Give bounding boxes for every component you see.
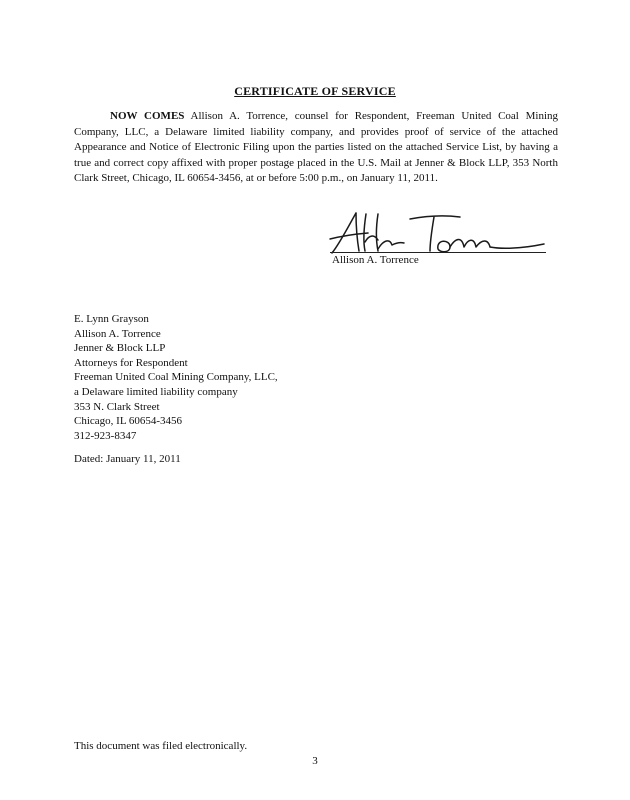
dated-line: Dated: January 11, 2011 [74,453,181,465]
address-line: Jenner & Block LLP [74,342,166,355]
signature-line [330,252,546,253]
page-number: 3 [312,755,318,767]
address-line: a Delaware limited liability company [74,385,238,398]
filed-electronically-note: This document was filed electronically. [74,740,248,752]
document-title: CERTIFICATE OF SERVICE [234,84,396,98]
certificate-body [74,109,558,187]
address-line: Freeman United Coal Mining Company, LLC, [74,371,278,384]
address-line: 353 N. Clark Street [74,400,160,413]
address-line: Allison A. Torrence [74,327,161,340]
body-lead: NOW COMES [110,110,185,122]
body-text: Allison A. Torrence, counsel for Respondent, Freeman United Coal Mining Company, LLC, a Delaware limited liability company, and provides proof of service of the attached Appearance and Notice of Electronic Filing upon the parties listed on the attached Service List, by having a true and correct copy affixed with proper postage placed in the U.S. Mail at Jenner & Block LLP, 353 North Clark Street, Chicago, IL 60654-3456, at or before 5:00 p.m., on January 11, 2011. [74,110,559,184]
address-line: 312-923-8347 [74,429,137,442]
signer-name: Allison A. Torrence [332,254,419,266]
address-line: Attorneys for Respondent [74,356,188,369]
address-line: Chicago, IL 60654-3456 [74,415,183,428]
address-block [74,312,278,443]
address-line: E. Lynn Grayson [74,313,149,325]
handwritten-signature [326,209,550,257]
